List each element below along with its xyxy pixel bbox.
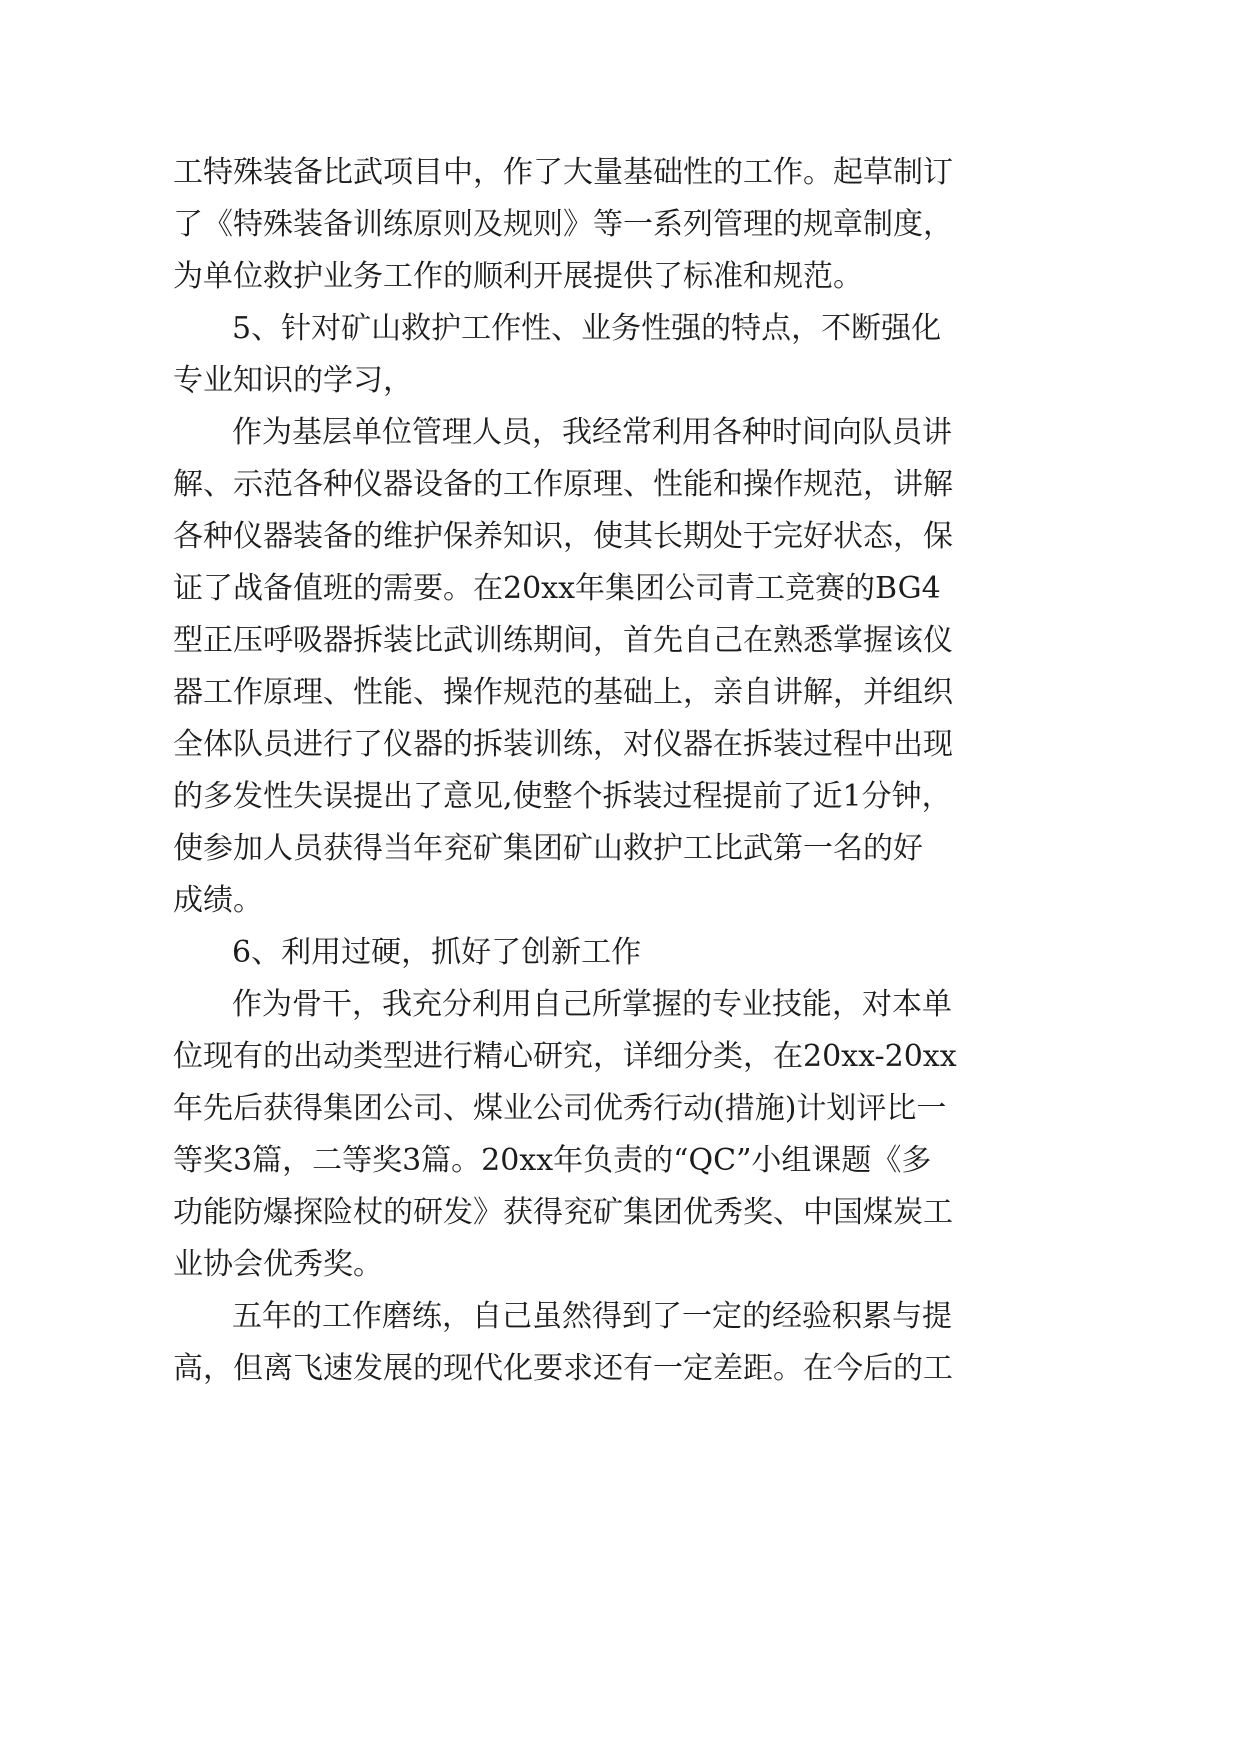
text-line: 各种仪器装备的维护保养知识，使其长期处于完好状态，保 bbox=[173, 519, 953, 554]
text-line: 工特殊装备比武项目中，作了大量基础性的工作。起草制订 bbox=[173, 155, 953, 190]
text-line: 证了战备值班的需要。在20xx年集团公司青工竞赛的BG4 bbox=[173, 571, 941, 606]
text-line: 业协会优秀奖。 bbox=[173, 1247, 383, 1282]
text-line: 型正压呼吸器拆装比武训练期间，首先自己在熟悉掌握该仪 bbox=[173, 623, 953, 658]
text-line: 作为骨干，我充分利用自己所掌握的专业技能，对本单 bbox=[232, 987, 952, 1022]
text-line: 5、针对矿山救护工作性、业务性强的特点，不断强化 bbox=[232, 311, 942, 346]
text-line: 专业知识的学习， bbox=[173, 363, 413, 398]
text-line: 6、利用过硬，抓好了创新工作 bbox=[232, 935, 642, 970]
text-line: 的多发性失误提出了意见,使整个拆装过程提前了近1分钟， bbox=[173, 779, 952, 814]
text-line: 了《特殊装备训练原则及规则》等一系列管理的规章制度， bbox=[173, 207, 953, 242]
text-line: 全体队员进行了仪器的拆装训练，对仪器在拆装过程中出现 bbox=[173, 727, 953, 762]
text-line: 解、示范各种仪器设备的工作原理、性能和操作规范，讲解 bbox=[173, 467, 953, 502]
text-line: 作为基层单位管理人员，我经常利用各种时间向队员讲 bbox=[232, 415, 952, 450]
text-line: 年先后获得集团公司、煤业公司优秀行动(措施)计划评比一 bbox=[173, 1091, 947, 1126]
text-line: 使参加人员获得当年兖矿集团矿山救护工比武第一名的好 bbox=[173, 831, 923, 866]
text-line: 为单位救护业务工作的顺利开展提供了标准和规范。 bbox=[173, 259, 863, 294]
text-line: 位现有的出动类型进行精心研究，详细分类，在20xx-20xx bbox=[173, 1039, 957, 1074]
text-line: 等奖3篇，二等奖3篇。20xx年负责的“QC”小组课题《多 bbox=[173, 1143, 932, 1178]
text-line: 高，但离飞速发展的现代化要求还有一定差距。在今后的工 bbox=[173, 1351, 953, 1386]
text-line: 成绩。 bbox=[173, 883, 263, 918]
text-line: 功能防爆探险杖的研发》获得兖矿集团优秀奖、中国煤炭工 bbox=[173, 1195, 953, 1230]
text-line: 器工作原理、性能、操作规范的基础上，亲自讲解，并组织 bbox=[173, 675, 953, 710]
text-line: 五年的工作磨练，自己虽然得到了一定的经验积累与提 bbox=[232, 1299, 952, 1334]
